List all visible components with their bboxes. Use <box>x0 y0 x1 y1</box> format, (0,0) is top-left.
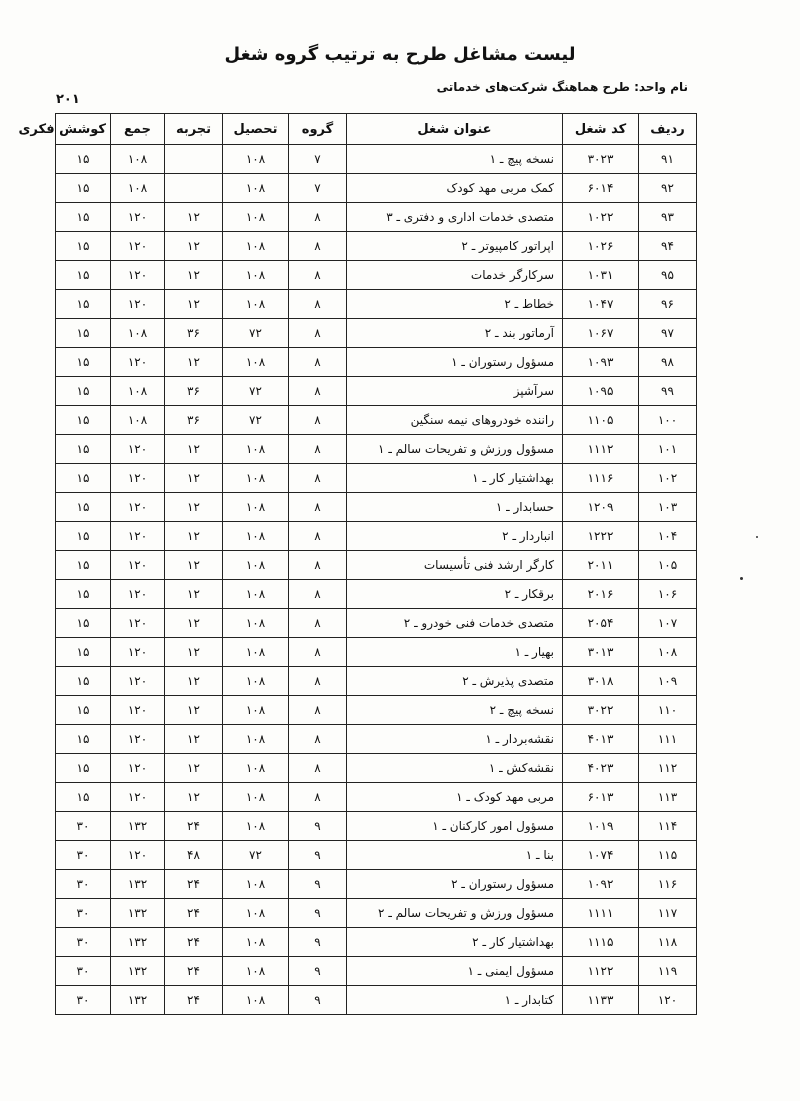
cell-education: ۱۰۸ <box>223 783 289 812</box>
cell-job-title: سرکارگر خدمات <box>347 261 563 290</box>
scan-speck <box>740 577 743 580</box>
cell-education: ۱۰۸ <box>223 725 289 754</box>
cell-mental-effort: ۱۵ <box>56 319 111 348</box>
cell-mental-effort: ۱۵ <box>56 725 111 754</box>
cell-job-title: مربی مهد کودک ـ ۱ <box>347 783 563 812</box>
cell-total: ۱۲۰ <box>111 348 165 377</box>
cell-group: ۸ <box>289 435 347 464</box>
cell-education: ۱۰۸ <box>223 551 289 580</box>
cell-row-number: ۱۲۰ <box>639 986 697 1015</box>
cell-total: ۱۳۲ <box>111 957 165 986</box>
cell-job-title: مسؤول ایمنی ـ ۱ <box>347 957 563 986</box>
cell-experience: ۱۲ <box>165 522 223 551</box>
table-row <box>56 696 697 725</box>
cell-experience: ۲۴ <box>165 899 223 928</box>
page-title: لیست مشاغل طرح به ترتیب گروه شغل <box>224 44 576 65</box>
cell-total: ۱۲۰ <box>111 203 165 232</box>
cell-group: ۸ <box>289 725 347 754</box>
cell-education: ۱۰۸ <box>223 290 289 319</box>
cell-experience: ۱۲ <box>165 232 223 261</box>
cell-row-number: ۱۰۲ <box>639 464 697 493</box>
cell-experience <box>165 145 223 174</box>
cell-row-number: ۱۱۰ <box>639 696 697 725</box>
cell-mental-effort: ۱۵ <box>56 145 111 174</box>
cell-mental-effort: ۱۵ <box>56 435 111 464</box>
cell-education: ۱۰۸ <box>223 435 289 464</box>
cell-education: ۱۰۸ <box>223 348 289 377</box>
cell-job-code: ۱۰۲۲ <box>563 203 639 232</box>
page-number: ۲۰۱ <box>56 92 80 107</box>
cell-group: ۸ <box>289 290 347 319</box>
cell-job-title: نسخه پیچ ـ ۱ <box>347 145 563 174</box>
cell-total: ۱۲۰ <box>111 609 165 638</box>
cell-job-code: ۱۱۰۵ <box>563 406 639 435</box>
cell-row-number: ۱۰۱ <box>639 435 697 464</box>
cell-job-code: ۱۱۱۶ <box>563 464 639 493</box>
table-row <box>56 406 697 435</box>
cell-total: ۱۲۰ <box>111 580 165 609</box>
cell-job-code: ۱۰۱۹ <box>563 812 639 841</box>
cell-education: ۱۰۸ <box>223 957 289 986</box>
cell-experience: ۲۴ <box>165 986 223 1015</box>
cell-job-code: ۳۰۲۲ <box>563 696 639 725</box>
cell-total: ۱۲۰ <box>111 493 165 522</box>
cell-group: ۸ <box>289 232 347 261</box>
cell-row-number: ۹۲ <box>639 174 697 203</box>
cell-job-code: ۱۰۲۶ <box>563 232 639 261</box>
cell-job-title: متصدی پذیرش ـ ۲ <box>347 667 563 696</box>
cell-row-number: ۱۰۴ <box>639 522 697 551</box>
cell-row-number: ۹۱ <box>639 145 697 174</box>
cell-job-title: آرماتور بند ـ ۲ <box>347 319 563 348</box>
table-row <box>56 725 697 754</box>
cell-job-code: ۳۰۲۳ <box>563 145 639 174</box>
cell-education: ۱۰۸ <box>223 493 289 522</box>
cell-job-code: ۱۰۹۳ <box>563 348 639 377</box>
cell-total: ۱۳۲ <box>111 899 165 928</box>
cell-experience: ۱۲ <box>165 667 223 696</box>
cell-row-number: ۱۰۳ <box>639 493 697 522</box>
cell-group: ۹ <box>289 841 347 870</box>
table-row <box>56 841 697 870</box>
cell-experience: ۱۲ <box>165 551 223 580</box>
jobs-table <box>18 113 697 1015</box>
cell-experience: ۱۲ <box>165 290 223 319</box>
cell-row-number: ۱۱۳ <box>639 783 697 812</box>
cell-total: ۱۲۰ <box>111 551 165 580</box>
cell-job-code: ۱۲۰۹ <box>563 493 639 522</box>
cell-experience: ۱۲ <box>165 725 223 754</box>
cell-mental-effort: ۳۰ <box>56 870 111 899</box>
cell-group: ۸ <box>289 406 347 435</box>
cell-education: ۱۰۸ <box>223 145 289 174</box>
cell-job-title: حسابدار ـ ۱ <box>347 493 563 522</box>
cell-job-code: ۱۰۳۱ <box>563 261 639 290</box>
cell-experience: ۱۲ <box>165 435 223 464</box>
cell-total: ۱۲۰ <box>111 464 165 493</box>
cell-mental-effort: ۱۵ <box>56 609 111 638</box>
cell-education: ۱۰۸ <box>223 232 289 261</box>
cell-row-number: ۱۰۶ <box>639 580 697 609</box>
table-row <box>56 754 697 783</box>
cell-group: ۸ <box>289 609 347 638</box>
cell-job-code: ۱۱۳۳ <box>563 986 639 1015</box>
table-row <box>56 348 697 377</box>
cell-row-number: ۱۱۲ <box>639 754 697 783</box>
cell-job-title: انباردار ـ ۲ <box>347 522 563 551</box>
cell-mental-effort: ۱۵ <box>56 464 111 493</box>
table-row <box>56 493 697 522</box>
cell-mental-effort: ۱۵ <box>56 232 111 261</box>
cell-experience: ۲۴ <box>165 870 223 899</box>
cell-group: ۸ <box>289 783 347 812</box>
cell-total: ۱۳۲ <box>111 928 165 957</box>
cell-job-code: ۶۰۱۳ <box>563 783 639 812</box>
cell-mental-effort: ۱۵ <box>56 522 111 551</box>
table-row <box>56 870 697 899</box>
table-row <box>56 580 697 609</box>
cell-group: ۸ <box>289 522 347 551</box>
cell-experience: ۲۴ <box>165 928 223 957</box>
cell-total: ۱۲۰ <box>111 290 165 319</box>
cell-job-code: ۱۱۱۲ <box>563 435 639 464</box>
cell-education: ۱۰۸ <box>223 696 289 725</box>
cell-row-number: ۱۰۵ <box>639 551 697 580</box>
header-mental-effort: کوشش فکری <box>56 114 111 145</box>
cell-group: ۹ <box>289 928 347 957</box>
header-row-number: ردیف <box>639 114 697 145</box>
cell-total: ۱۰۸ <box>111 174 165 203</box>
cell-total: ۱۰۸ <box>111 406 165 435</box>
cell-education: ۱۰۸ <box>223 464 289 493</box>
table-row <box>56 638 697 667</box>
cell-job-code: ۱۲۲۲ <box>563 522 639 551</box>
cell-total: ۱۰۸ <box>111 319 165 348</box>
cell-total: ۱۰۸ <box>111 145 165 174</box>
cell-education: ۱۰۸ <box>223 986 289 1015</box>
cell-row-number: ۱۰۹ <box>639 667 697 696</box>
cell-job-title: کارگر ارشد فنی تأسیسات <box>347 551 563 580</box>
cell-mental-effort: ۱۵ <box>56 696 111 725</box>
table-row <box>56 609 697 638</box>
cell-job-title: بهیار ـ ۱ <box>347 638 563 667</box>
table-row <box>56 290 697 319</box>
cell-education: ۱۰۸ <box>223 203 289 232</box>
cell-mental-effort: ۱۵ <box>56 754 111 783</box>
cell-group: ۸ <box>289 464 347 493</box>
cell-education: ۱۰۸ <box>223 812 289 841</box>
cell-row-number: ۱۱۷ <box>639 899 697 928</box>
cell-group: ۸ <box>289 696 347 725</box>
cell-total: ۱۲۰ <box>111 232 165 261</box>
cell-education: ۱۰۸ <box>223 870 289 899</box>
cell-mental-effort: ۳۰ <box>56 986 111 1015</box>
cell-job-title: مسؤول ورزش و تفریحات سالم ـ ۱ <box>347 435 563 464</box>
unit-name-line: نام واحد: طرح هماهنگ شرکت‌های خدماتی <box>436 80 688 94</box>
cell-row-number: ۱۱۵ <box>639 841 697 870</box>
table-header <box>18 114 697 145</box>
cell-job-title: نقشه‌بردار ـ ۱ <box>347 725 563 754</box>
table-row <box>56 899 697 928</box>
cell-mental-effort: ۱۵ <box>56 261 111 290</box>
cell-job-title: نقشه‌کش ـ ۱ <box>347 754 563 783</box>
cell-group: ۹ <box>289 870 347 899</box>
cell-row-number: ۹۹ <box>639 377 697 406</box>
cell-job-title: مسؤول امور کارکنان ـ ۱ <box>347 812 563 841</box>
cell-experience <box>165 174 223 203</box>
cell-education: ۱۰۸ <box>223 899 289 928</box>
cell-job-title: مسؤول رستوران ـ ۲ <box>347 870 563 899</box>
cell-total: ۱۲۰ <box>111 783 165 812</box>
cell-experience: ۲۴ <box>165 812 223 841</box>
cell-experience: ۲۴ <box>165 957 223 986</box>
cell-group: ۸ <box>289 754 347 783</box>
cell-experience: ۳۶ <box>165 377 223 406</box>
cell-experience: ۳۶ <box>165 319 223 348</box>
cell-education: ۱۰۸ <box>223 261 289 290</box>
cell-experience: ۱۲ <box>165 493 223 522</box>
cell-education: ۱۰۸ <box>223 667 289 696</box>
cell-group: ۸ <box>289 580 347 609</box>
cell-job-title: سرآشپز <box>347 377 563 406</box>
header-job-code: کد شغل <box>563 114 639 145</box>
cell-mental-effort: ۱۵ <box>56 783 111 812</box>
cell-group: ۸ <box>289 638 347 667</box>
cell-mental-effort: ۱۵ <box>56 493 111 522</box>
cell-education: ۷۲ <box>223 377 289 406</box>
table-row <box>56 145 697 174</box>
cell-row-number: ۱۱۹ <box>639 957 697 986</box>
cell-group: ۸ <box>289 551 347 580</box>
cell-education: ۱۰۸ <box>223 609 289 638</box>
cell-job-code: ۲۰۵۴ <box>563 609 639 638</box>
table-row <box>56 261 697 290</box>
table-row <box>56 957 697 986</box>
header-job-title: عنوان شغل <box>347 114 563 145</box>
cell-experience: ۱۲ <box>165 580 223 609</box>
cell-mental-effort: ۱۵ <box>56 406 111 435</box>
cell-total: ۱۲۰ <box>111 696 165 725</box>
table-row <box>56 783 697 812</box>
cell-mental-effort: ۳۰ <box>56 957 111 986</box>
cell-education: ۱۰۸ <box>223 638 289 667</box>
cell-education: ۱۰۸ <box>223 928 289 957</box>
cell-mental-effort: ۱۵ <box>56 667 111 696</box>
cell-job-code: ۱۰۹۵ <box>563 377 639 406</box>
cell-job-title: اپراتور کامپیوتر ـ ۲ <box>347 232 563 261</box>
cell-row-number: ۹۸ <box>639 348 697 377</box>
cell-job-code: ۴۰۱۳ <box>563 725 639 754</box>
table-row <box>56 203 697 232</box>
cell-mental-effort: ۳۰ <box>56 928 111 957</box>
cell-row-number: ۱۰۸ <box>639 638 697 667</box>
cell-job-title: کمک مربی مهد کودک <box>347 174 563 203</box>
cell-group: ۷ <box>289 145 347 174</box>
cell-total: ۱۲۰ <box>111 435 165 464</box>
header-experience: تجربه <box>165 114 223 145</box>
header-row <box>56 114 697 145</box>
cell-job-code: ۱۱۱۱ <box>563 899 639 928</box>
cell-group: ۷ <box>289 174 347 203</box>
table-body <box>56 145 697 1015</box>
cell-mental-effort: ۳۰ <box>56 899 111 928</box>
scan-speck <box>756 536 758 538</box>
cell-education: ۱۰۸ <box>223 522 289 551</box>
cell-mental-effort: ۱۵ <box>56 174 111 203</box>
cell-group: ۹ <box>289 986 347 1015</box>
table-row <box>56 667 697 696</box>
cell-total: ۱۲۰ <box>111 261 165 290</box>
cell-group: ۸ <box>289 319 347 348</box>
header-group: گروه <box>289 114 347 145</box>
table-row <box>56 174 697 203</box>
cell-experience: ۱۲ <box>165 609 223 638</box>
table-row <box>56 928 697 957</box>
cell-experience: ۱۲ <box>165 203 223 232</box>
cell-row-number: ۱۱۴ <box>639 812 697 841</box>
header-total: جمع <box>111 114 165 145</box>
table-row <box>56 551 697 580</box>
cell-experience: ۱۲ <box>165 638 223 667</box>
cell-education: ۷۲ <box>223 841 289 870</box>
table-row <box>56 522 697 551</box>
cell-row-number: ۱۰۰ <box>639 406 697 435</box>
cell-row-number: ۱۱۱ <box>639 725 697 754</box>
cell-mental-effort: ۱۵ <box>56 377 111 406</box>
cell-experience: ۱۲ <box>165 696 223 725</box>
cell-row-number: ۹۶ <box>639 290 697 319</box>
cell-mental-effort: ۱۵ <box>56 638 111 667</box>
cell-group: ۸ <box>289 377 347 406</box>
cell-education: ۱۰۸ <box>223 580 289 609</box>
cell-job-title: کتابدار ـ ۱ <box>347 986 563 1015</box>
cell-total: ۱۲۰ <box>111 754 165 783</box>
cell-job-code: ۳۰۱۸ <box>563 667 639 696</box>
cell-group: ۹ <box>289 957 347 986</box>
cell-experience: ۳۶ <box>165 406 223 435</box>
table-row <box>56 232 697 261</box>
cell-job-title: مسؤول ورزش و تفریحات سالم ـ ۲ <box>347 899 563 928</box>
cell-total: ۱۰۸ <box>111 377 165 406</box>
cell-experience: ۱۲ <box>165 348 223 377</box>
cell-job-code: ۱۰۶۷ <box>563 319 639 348</box>
cell-total: ۱۲۰ <box>111 841 165 870</box>
cell-job-title: برقکار ـ ۲ <box>347 580 563 609</box>
cell-mental-effort: ۱۵ <box>56 348 111 377</box>
cell-job-code: ۴۰۲۳ <box>563 754 639 783</box>
cell-mental-effort: ۱۵ <box>56 203 111 232</box>
table-row <box>56 986 697 1015</box>
cell-mental-effort: ۱۵ <box>56 290 111 319</box>
cell-job-code: ۲۰۱۶ <box>563 580 639 609</box>
cell-job-code: ۱۰۷۴ <box>563 841 639 870</box>
cell-group: ۹ <box>289 899 347 928</box>
cell-row-number: ۱۱۸ <box>639 928 697 957</box>
cell-group: ۸ <box>289 493 347 522</box>
cell-job-code: ۲۰۱۱ <box>563 551 639 580</box>
cell-total: ۱۲۰ <box>111 667 165 696</box>
cell-mental-effort: ۳۰ <box>56 812 111 841</box>
table-row <box>56 319 697 348</box>
cell-job-title: نسخه پیچ ـ ۲ <box>347 696 563 725</box>
cell-job-code: ۱۰۴۷ <box>563 290 639 319</box>
cell-total: ۱۳۲ <box>111 986 165 1015</box>
cell-group: ۸ <box>289 261 347 290</box>
cell-job-code: ۱۰۹۲ <box>563 870 639 899</box>
cell-education: ۱۰۸ <box>223 754 289 783</box>
table-row <box>56 812 697 841</box>
cell-total: ۱۳۲ <box>111 812 165 841</box>
cell-experience: ۱۲ <box>165 754 223 783</box>
cell-mental-effort: ۱۵ <box>56 580 111 609</box>
cell-experience: ۱۲ <box>165 783 223 812</box>
cell-education: ۱۰۸ <box>223 174 289 203</box>
cell-job-code: ۳۰۱۳ <box>563 638 639 667</box>
cell-row-number: ۱۱۶ <box>639 870 697 899</box>
cell-total: ۱۲۰ <box>111 638 165 667</box>
cell-row-number: ۹۳ <box>639 203 697 232</box>
cell-row-number: ۹۷ <box>639 319 697 348</box>
cell-row-number: ۱۰۷ <box>639 609 697 638</box>
cell-education: ۷۲ <box>223 319 289 348</box>
cell-total: ۱۳۲ <box>111 870 165 899</box>
table-row <box>56 464 697 493</box>
cell-row-number: ۹۵ <box>639 261 697 290</box>
cell-experience: ۱۲ <box>165 261 223 290</box>
cell-job-title: بنا ـ ۱ <box>347 841 563 870</box>
cell-mental-effort: ۱۵ <box>56 551 111 580</box>
cell-job-title: متصدی خدمات فنی خودرو ـ ۲ <box>347 609 563 638</box>
cell-experience: ۴۸ <box>165 841 223 870</box>
cell-job-code: ۱۱۱۵ <box>563 928 639 957</box>
cell-job-title: متصدی خدمات اداری و دفتری ـ ۳ <box>347 203 563 232</box>
cell-job-code: ۶۰۱۴ <box>563 174 639 203</box>
cell-experience: ۱۲ <box>165 464 223 493</box>
cell-total: ۱۲۰ <box>111 522 165 551</box>
cell-job-code: ۱۱۲۲ <box>563 957 639 986</box>
cell-education: ۷۲ <box>223 406 289 435</box>
cell-total: ۱۲۰ <box>111 725 165 754</box>
cell-group: ۹ <box>289 812 347 841</box>
table-row <box>56 435 697 464</box>
cell-job-title: راننده خودروهای نیمه سنگین <box>347 406 563 435</box>
cell-group: ۸ <box>289 203 347 232</box>
cell-job-title: خطاط ـ ۲ <box>347 290 563 319</box>
cell-mental-effort: ۳۰ <box>56 841 111 870</box>
cell-group: ۸ <box>289 667 347 696</box>
cell-job-title: بهداشتیار کار ـ ۱ <box>347 464 563 493</box>
cell-job-title: مسؤول رستوران ـ ۱ <box>347 348 563 377</box>
cell-job-title: بهداشتیار کار ـ ۲ <box>347 928 563 957</box>
cell-group: ۸ <box>289 348 347 377</box>
cell-row-number: ۹۴ <box>639 232 697 261</box>
table-row <box>56 377 697 406</box>
header-education: تحصیل <box>223 114 289 145</box>
